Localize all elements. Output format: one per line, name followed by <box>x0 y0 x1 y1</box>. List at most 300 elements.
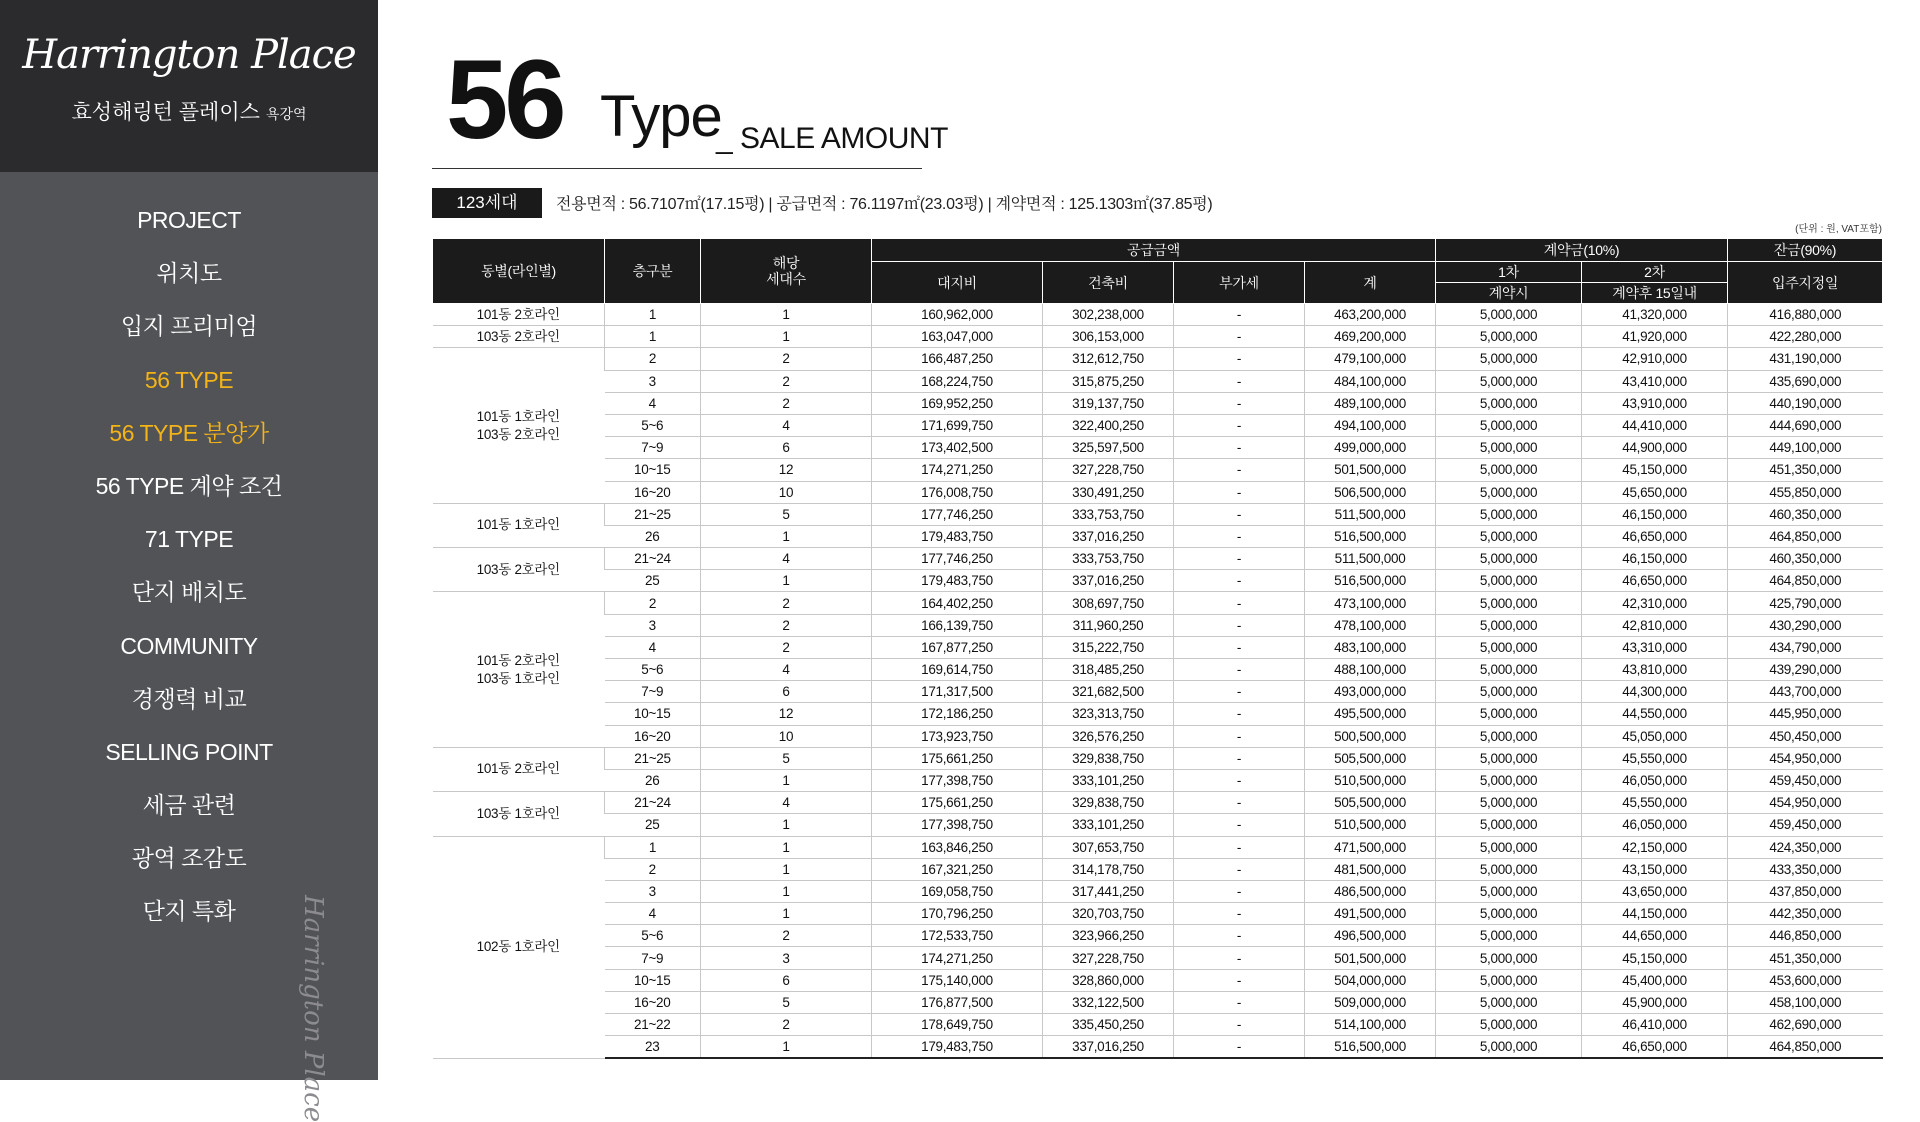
table-cell: 16~20 <box>605 991 701 1013</box>
table-cell: 445,950,000 <box>1728 703 1883 725</box>
table-cell: 433,350,000 <box>1728 858 1883 880</box>
table-cell: 319,137,750 <box>1043 392 1174 414</box>
table-cell: - <box>1174 326 1305 348</box>
table-cell: 21~24 <box>605 548 701 570</box>
table-cell: 21~25 <box>605 747 701 769</box>
building-line-cell: 101동 1호라인 <box>433 503 605 547</box>
table-cell: 171,699,750 <box>872 414 1043 436</box>
table-cell: 176,877,500 <box>872 991 1043 1013</box>
table-cell: 3 <box>605 614 701 636</box>
table-cell: 337,016,250 <box>1043 570 1174 592</box>
table-cell: 446,850,000 <box>1728 925 1883 947</box>
header-building-line: 동별(라인별) <box>433 239 605 304</box>
table-cell: 46,650,000 <box>1582 525 1728 547</box>
sidebar-nav <box>0 200 378 945</box>
table-cell: 12 <box>701 703 872 725</box>
table-cell: 315,875,250 <box>1043 370 1174 392</box>
units-badge: 123세대 <box>432 188 542 218</box>
table-cell: 308,697,750 <box>1043 592 1174 614</box>
table-cell: 484,100,000 <box>1305 370 1436 392</box>
table-cell: 434,790,000 <box>1728 636 1883 658</box>
table-cell: 425,790,000 <box>1728 592 1883 614</box>
table-cell: 332,122,500 <box>1043 991 1174 1013</box>
table-cell: 5,000,000 <box>1436 858 1582 880</box>
table-cell: 3 <box>605 880 701 902</box>
table-cell: 460,350,000 <box>1728 548 1883 570</box>
table-cell: - <box>1174 769 1305 791</box>
table-cell: 486,500,000 <box>1305 880 1436 902</box>
table-cell: 172,533,750 <box>872 925 1043 947</box>
table-cell: 333,101,250 <box>1043 769 1174 791</box>
table-cell: - <box>1174 570 1305 592</box>
table-row <box>433 703 1883 725</box>
table-row <box>433 947 1883 969</box>
table-cell: 2 <box>701 636 872 658</box>
table-cell: 471,500,000 <box>1305 836 1436 858</box>
table-cell: 7~9 <box>605 947 701 969</box>
table-cell: 459,450,000 <box>1728 769 1883 791</box>
table-row <box>433 326 1883 348</box>
table-cell: 337,016,250 <box>1043 525 1174 547</box>
table-cell: 43,410,000 <box>1582 370 1728 392</box>
building-line-cell: 102동 1호라인 <box>433 836 605 1058</box>
table-cell: 483,100,000 <box>1305 636 1436 658</box>
table-cell: - <box>1174 858 1305 880</box>
table-cell: 46,050,000 <box>1582 814 1728 836</box>
header-second: 2차 <box>1582 262 1728 283</box>
table-row <box>433 1036 1883 1059</box>
table-cell: 5,000,000 <box>1436 636 1582 658</box>
table-cell: - <box>1174 903 1305 925</box>
table-row <box>433 903 1883 925</box>
table-cell: 494,100,000 <box>1305 414 1436 436</box>
table-cell: 469,200,000 <box>1305 326 1436 348</box>
table-cell: 451,350,000 <box>1728 459 1883 481</box>
table-cell: 450,450,000 <box>1728 725 1883 747</box>
table-cell: 10~15 <box>605 459 701 481</box>
table-cell: - <box>1174 304 1305 326</box>
table-cell: 317,441,250 <box>1043 880 1174 902</box>
table-cell: 325,597,500 <box>1043 437 1174 459</box>
table-cell: 2 <box>701 392 872 414</box>
table-cell: 462,690,000 <box>1728 1014 1883 1036</box>
table-cell: 514,100,000 <box>1305 1014 1436 1036</box>
header-supply-group: 공급금액 <box>872 239 1436 262</box>
table-cell: 160,962,000 <box>872 304 1043 326</box>
table-cell: 45,400,000 <box>1582 969 1728 991</box>
table-cell: 306,153,000 <box>1043 326 1174 348</box>
building-line-cell: 103동 2호라인 <box>433 548 605 592</box>
table-row <box>433 548 1883 570</box>
table-cell: 464,850,000 <box>1728 570 1883 592</box>
type-word: Type <box>600 84 722 149</box>
table-cell: 1 <box>701 814 872 836</box>
logo-subtitle <box>0 96 378 126</box>
table-cell: 1 <box>701 903 872 925</box>
table-cell: 5,000,000 <box>1436 1036 1582 1059</box>
table-cell: 43,810,000 <box>1582 659 1728 681</box>
table-cell: 16~20 <box>605 725 701 747</box>
table-cell: 1 <box>701 836 872 858</box>
table-row <box>433 681 1883 703</box>
table-cell: 173,402,500 <box>872 437 1043 459</box>
table-cell: 169,952,250 <box>872 392 1043 414</box>
table-cell: 26 <box>605 525 701 547</box>
table-cell: 5,000,000 <box>1436 925 1582 947</box>
table-cell: 4 <box>701 792 872 814</box>
table-cell: - <box>1174 414 1305 436</box>
table-cell: 307,653,750 <box>1043 836 1174 858</box>
table-row <box>433 525 1883 547</box>
table-cell: 43,310,000 <box>1582 636 1728 658</box>
table-body <box>433 304 1883 1059</box>
table-cell: 21~25 <box>605 503 701 525</box>
table-cell: 5~6 <box>605 659 701 681</box>
sidebar-nav-item[interactable]: 56 TYPE <box>144 366 234 393</box>
header-total: 계 <box>1305 262 1436 304</box>
sidebar-nav-item[interactable]: 56 TYPE 계약 조건 <box>95 472 283 499</box>
header-first: 1차 <box>1436 262 1582 283</box>
table-cell: 511,500,000 <box>1305 503 1436 525</box>
table-cell: 509,000,000 <box>1305 991 1436 1013</box>
table-cell: 315,222,750 <box>1043 636 1174 658</box>
table-cell: - <box>1174 437 1305 459</box>
table-cell: 171,317,500 <box>872 681 1043 703</box>
table-cell: 5,000,000 <box>1436 681 1582 703</box>
table-cell: 322,400,250 <box>1043 414 1174 436</box>
table-cell: 424,350,000 <box>1728 836 1883 858</box>
table-cell: 496,500,000 <box>1305 925 1436 947</box>
table-cell: 314,178,750 <box>1043 858 1174 880</box>
table-cell: 510,500,000 <box>1305 814 1436 836</box>
table-row <box>433 459 1883 481</box>
table-cell: 45,650,000 <box>1582 481 1728 503</box>
table-row <box>433 814 1883 836</box>
building-line-cell: 101동 2호라인 <box>433 304 605 326</box>
table-row <box>433 414 1883 436</box>
table-row <box>433 481 1883 503</box>
table-cell: 1 <box>605 836 701 858</box>
table-cell: 458,100,000 <box>1728 991 1883 1013</box>
table-row <box>433 659 1883 681</box>
header-balance-when: 입주지정일 <box>1728 262 1883 304</box>
table-cell: 442,350,000 <box>1728 903 1883 925</box>
table-row <box>433 592 1883 614</box>
building-line-cell: 101동 2호라인 103동 1호라인 <box>433 592 605 747</box>
table-cell: 10 <box>701 725 872 747</box>
table-cell: 1 <box>701 304 872 326</box>
table-cell: 169,058,750 <box>872 880 1043 902</box>
table-cell: 5,000,000 <box>1436 503 1582 525</box>
table-cell: 177,398,750 <box>872 814 1043 836</box>
table-row <box>433 304 1883 326</box>
table-row <box>433 880 1883 902</box>
table-cell: - <box>1174 925 1305 947</box>
table-cell: 5,000,000 <box>1436 370 1582 392</box>
table-cell: 1 <box>605 304 701 326</box>
table-cell: 327,228,750 <box>1043 947 1174 969</box>
table-cell: 172,186,250 <box>872 703 1043 725</box>
table-cell: - <box>1174 836 1305 858</box>
table-cell: 5~6 <box>605 414 701 436</box>
header-balance-group: 잔금(90%) <box>1728 239 1883 262</box>
table-cell: 177,746,250 <box>872 503 1043 525</box>
table-cell: 25 <box>605 570 701 592</box>
table-cell: 3 <box>701 947 872 969</box>
table-cell: - <box>1174 548 1305 570</box>
table-cell: 1 <box>701 570 872 592</box>
table-cell: 5,000,000 <box>1436 769 1582 791</box>
table-cell: 1 <box>605 326 701 348</box>
sidebar-nav-item[interactable]: 단지 배치도 <box>131 579 247 606</box>
table-cell: 5,000,000 <box>1436 348 1582 370</box>
table-cell: 173,923,750 <box>872 725 1043 747</box>
table-cell: 166,139,750 <box>872 614 1043 636</box>
table-cell: 6 <box>701 969 872 991</box>
table-cell: 495,500,000 <box>1305 703 1436 725</box>
table-cell: 320,703,750 <box>1043 903 1174 925</box>
table-cell: 44,410,000 <box>1582 414 1728 436</box>
table-cell: 440,190,000 <box>1728 392 1883 414</box>
table-cell: 5,000,000 <box>1436 614 1582 636</box>
table-cell: - <box>1174 1036 1305 1059</box>
table-row <box>433 969 1883 991</box>
sidebar-nav-item[interactable]: 56 TYPE 분양가 <box>109 419 269 446</box>
table-cell: - <box>1174 991 1305 1013</box>
table-cell: 175,140,000 <box>872 969 1043 991</box>
table-row <box>433 348 1883 370</box>
table-cell: 439,290,000 <box>1728 659 1883 681</box>
table-cell: 46,410,000 <box>1582 1014 1728 1036</box>
table-row <box>433 747 1883 769</box>
sale-price-table <box>432 238 1883 1059</box>
table-cell: 45,050,000 <box>1582 725 1728 747</box>
table-cell: 7~9 <box>605 681 701 703</box>
table-cell: 5,000,000 <box>1436 792 1582 814</box>
table-cell: 506,500,000 <box>1305 481 1436 503</box>
table-cell: 453,600,000 <box>1728 969 1883 991</box>
table-cell: - <box>1174 792 1305 814</box>
table-row <box>433 836 1883 858</box>
table-cell: 179,483,750 <box>872 570 1043 592</box>
table-cell: 167,321,250 <box>872 858 1043 880</box>
table-cell: 5,000,000 <box>1436 880 1582 902</box>
sidebar-nav-item[interactable]: 경쟁력 비교 <box>131 685 247 712</box>
table-row <box>433 636 1883 658</box>
table-cell: 443,700,000 <box>1728 681 1883 703</box>
table-cell: 335,450,250 <box>1043 1014 1174 1036</box>
table-cell: 46,650,000 <box>1582 1036 1728 1059</box>
table-cell: 491,500,000 <box>1305 903 1436 925</box>
area-info: 전용면적 : 56.7107㎡(17.15평) | 공급면적 : 76.1197㎡(23.03평) | 계약면적 : 125.1303㎡(37.85평) <box>556 196 1213 213</box>
table-cell: 516,500,000 <box>1305 570 1436 592</box>
table-cell: 318,485,250 <box>1043 659 1174 681</box>
table-cell: 516,500,000 <box>1305 525 1436 547</box>
table-cell: 5,000,000 <box>1436 548 1582 570</box>
logo[interactable] <box>0 0 378 172</box>
table-cell: 25 <box>605 814 701 836</box>
table-cell: 174,271,250 <box>872 459 1043 481</box>
table-cell: - <box>1174 636 1305 658</box>
table-cell: 312,612,750 <box>1043 348 1174 370</box>
table-cell: 5,000,000 <box>1436 947 1582 969</box>
table-row <box>433 570 1883 592</box>
sidebar-nav-item[interactable]: PROJECT <box>137 207 241 233</box>
table-cell: 42,810,000 <box>1582 614 1728 636</box>
table-cell: - <box>1174 880 1305 902</box>
table-cell: 493,000,000 <box>1305 681 1436 703</box>
table-cell: 504,000,000 <box>1305 969 1436 991</box>
table-cell: - <box>1174 592 1305 614</box>
table-cell: 16~20 <box>605 481 701 503</box>
sidebar-nav-item[interactable]: 71 TYPE <box>144 526 234 553</box>
table-cell: 329,838,750 <box>1043 792 1174 814</box>
building-line-cell: 103동 1호라인 <box>433 792 605 836</box>
table-cell: 1 <box>701 858 872 880</box>
logo-script-text: Harrington Place <box>22 32 356 78</box>
table-cell: 5,000,000 <box>1436 703 1582 725</box>
header-building: 건축비 <box>1043 262 1174 304</box>
table-cell: 5,000,000 <box>1436 592 1582 614</box>
table-cell: 6 <box>701 437 872 459</box>
table-cell: 333,753,750 <box>1043 548 1174 570</box>
table-cell: 5,000,000 <box>1436 1014 1582 1036</box>
table-cell: 5,000,000 <box>1436 392 1582 414</box>
table-cell: 464,850,000 <box>1728 1036 1883 1059</box>
table-cell: 5,000,000 <box>1436 414 1582 436</box>
sidebar-nav-item[interactable]: 입지 프리미엄 <box>120 313 258 340</box>
table-cell: 511,500,000 <box>1305 548 1436 570</box>
table-cell: 328,860,000 <box>1043 969 1174 991</box>
table-cell: 3 <box>605 370 701 392</box>
table-cell: 4 <box>605 392 701 414</box>
table-cell: - <box>1174 348 1305 370</box>
sidebar-nav-item[interactable]: COMMUNITY <box>120 632 258 659</box>
table-cell: 2 <box>701 370 872 392</box>
table-cell: 46,650,000 <box>1582 570 1728 592</box>
table-cell: 41,320,000 <box>1582 304 1728 326</box>
table-cell: 505,500,000 <box>1305 747 1436 769</box>
table-cell: 1 <box>701 1036 872 1059</box>
table-row <box>433 1014 1883 1036</box>
table-row <box>433 503 1883 525</box>
table-cell: 177,746,250 <box>872 548 1043 570</box>
table-cell: 163,047,000 <box>872 326 1043 348</box>
table-cell: 179,483,750 <box>872 525 1043 547</box>
sidebar-nav-item[interactable]: 위치도 <box>156 260 222 287</box>
table-cell: - <box>1174 481 1305 503</box>
table-cell: 500,500,000 <box>1305 725 1436 747</box>
sale-amount-label: _ SALE AMOUNT <box>716 122 948 155</box>
table-cell: 21~24 <box>605 792 701 814</box>
table-cell: 179,483,750 <box>872 1036 1043 1059</box>
table-cell: 337,016,250 <box>1043 1036 1174 1059</box>
table-cell: 449,100,000 <box>1728 437 1883 459</box>
table-cell: 166,487,250 <box>872 348 1043 370</box>
table-cell: 5,000,000 <box>1436 570 1582 592</box>
table-cell: 7~9 <box>605 437 701 459</box>
table-cell: 4 <box>701 548 872 570</box>
table-cell: - <box>1174 659 1305 681</box>
table-cell: 45,900,000 <box>1582 991 1728 1013</box>
table-cell: 5 <box>701 747 872 769</box>
table-cell: 10~15 <box>605 969 701 991</box>
table-cell: 45,150,000 <box>1582 947 1728 969</box>
table-cell: - <box>1174 503 1305 525</box>
table-cell: - <box>1174 725 1305 747</box>
table-cell: 499,000,000 <box>1305 437 1436 459</box>
table-cell: 167,877,250 <box>872 636 1043 658</box>
table-cell: 2 <box>701 348 872 370</box>
sidebar-nav-item[interactable]: 광역 조감도 <box>131 845 247 872</box>
table-cell: 10~15 <box>605 703 701 725</box>
table-cell: 178,649,750 <box>872 1014 1043 1036</box>
table-cell: 174,271,250 <box>872 947 1043 969</box>
table-cell: 327,228,750 <box>1043 459 1174 481</box>
table-cell: - <box>1174 814 1305 836</box>
table-cell: 416,880,000 <box>1728 304 1883 326</box>
table-cell: 5,000,000 <box>1436 459 1582 481</box>
table-cell: 164,402,250 <box>872 592 1043 614</box>
header-deposit-group: 계약금(10%) <box>1436 239 1728 262</box>
table-cell: 2 <box>605 592 701 614</box>
table-row <box>433 370 1883 392</box>
table-cell: 43,150,000 <box>1582 858 1728 880</box>
table-cell: 479,100,000 <box>1305 348 1436 370</box>
table-cell: 5,000,000 <box>1436 747 1582 769</box>
table-cell: 330,491,250 <box>1043 481 1174 503</box>
table-cell: 2 <box>701 925 872 947</box>
table-cell: 5,000,000 <box>1436 991 1582 1013</box>
table-cell: 1 <box>701 326 872 348</box>
table-cell: 5,000,000 <box>1436 481 1582 503</box>
table-cell: 45,550,000 <box>1582 747 1728 769</box>
type-number: 56 <box>446 37 563 162</box>
table-cell: 42,310,000 <box>1582 592 1728 614</box>
table-cell: 333,753,750 <box>1043 503 1174 525</box>
header-land: 대지비 <box>872 262 1043 304</box>
table-cell: 5~6 <box>605 925 701 947</box>
header-vat: 부가세 <box>1174 262 1305 304</box>
table-cell: 43,650,000 <box>1582 880 1728 902</box>
table-cell: - <box>1174 703 1305 725</box>
table-cell: 1 <box>701 880 872 902</box>
table-row <box>433 858 1883 880</box>
table-cell: 5 <box>701 991 872 1013</box>
sidebar-nav-item[interactable]: SELLING POINT <box>105 738 273 765</box>
table-cell: 329,838,750 <box>1043 747 1174 769</box>
table-row <box>433 437 1883 459</box>
table-cell: 302,238,000 <box>1043 304 1174 326</box>
table-cell: 42,150,000 <box>1582 836 1728 858</box>
table-cell: 437,850,000 <box>1728 880 1883 902</box>
building-line-cell: 101동 2호라인 <box>433 747 605 791</box>
table-cell: - <box>1174 459 1305 481</box>
logo-name: 효성해링턴 플레이스 <box>71 101 260 124</box>
sidebar-nav-item[interactable]: 세금 관련 <box>142 792 236 819</box>
table-cell: 321,682,500 <box>1043 681 1174 703</box>
table-row <box>433 614 1883 636</box>
header-households <box>701 239 872 304</box>
table-row <box>433 769 1883 791</box>
table-cell: 501,500,000 <box>1305 947 1436 969</box>
table-cell: 489,100,000 <box>1305 392 1436 414</box>
unit-note: (단위 : 원, VAT포함) <box>1795 224 1882 235</box>
table-cell: 478,100,000 <box>1305 614 1436 636</box>
table-cell: 435,690,000 <box>1728 370 1883 392</box>
sidebar-nav-item[interactable]: 단지 특화 <box>142 898 236 925</box>
table-cell: 42,910,000 <box>1582 348 1728 370</box>
